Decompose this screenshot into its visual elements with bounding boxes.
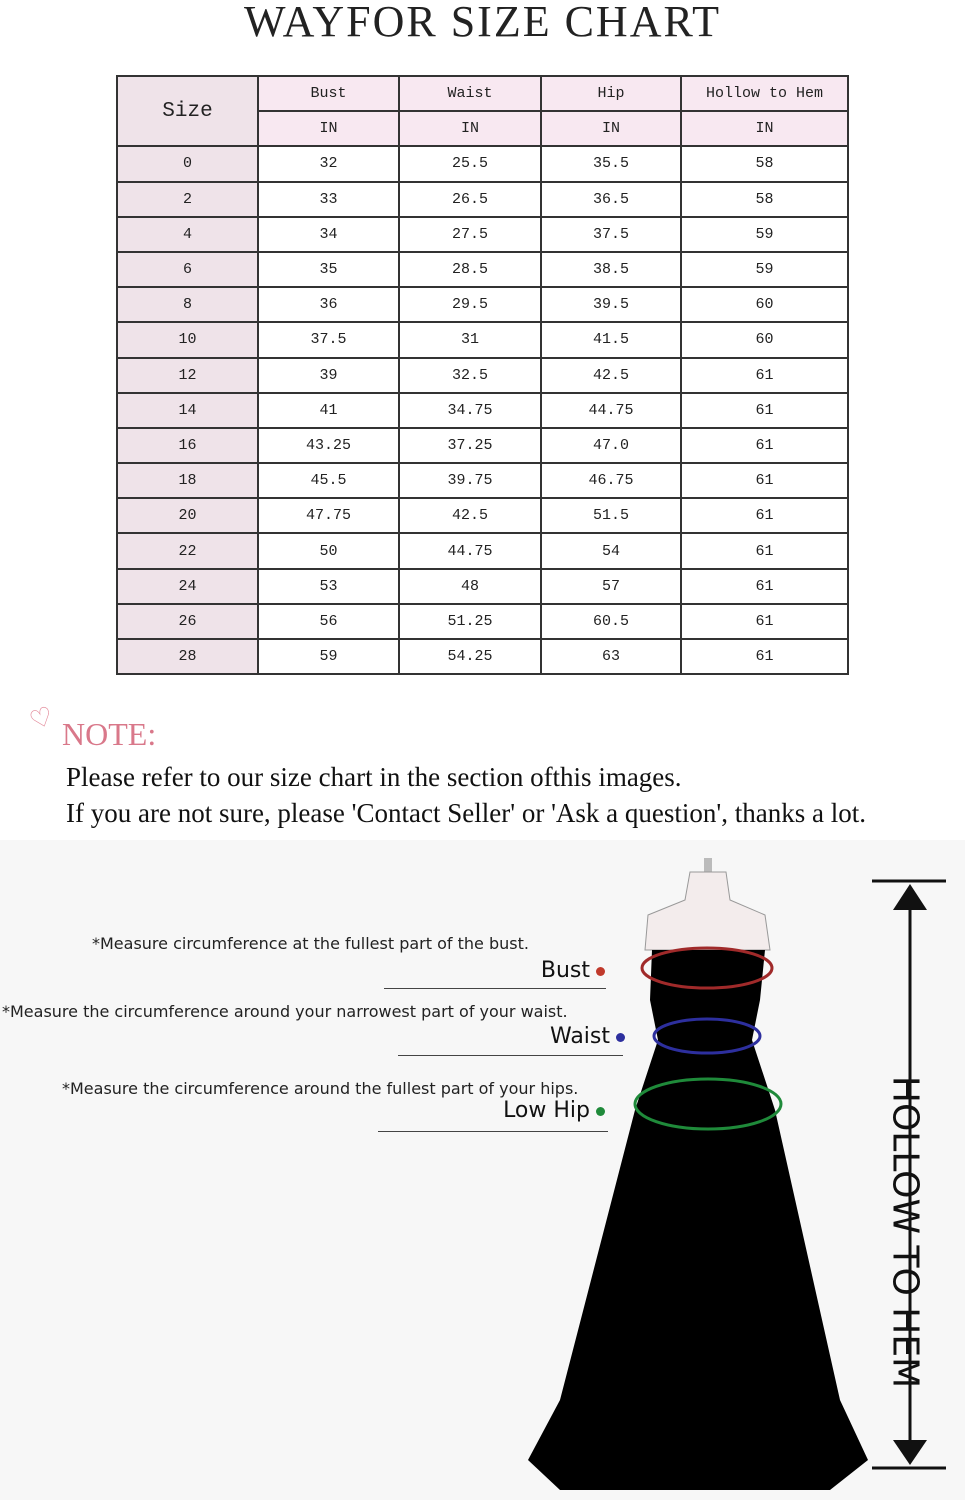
table-cell: 60.5 bbox=[541, 604, 681, 639]
table-cell: 54 bbox=[541, 533, 681, 568]
table-cell: 61 bbox=[681, 393, 848, 428]
table-cell: 39.5 bbox=[541, 287, 681, 322]
table-cell: 46.75 bbox=[541, 463, 681, 498]
unit-header: IN bbox=[399, 111, 541, 146]
table-cell: 58 bbox=[681, 182, 848, 217]
bust-label-text: Bust bbox=[540, 958, 590, 983]
table-cell: 63 bbox=[541, 639, 681, 674]
table-cell: 34.75 bbox=[399, 393, 541, 428]
table-cell: 41.5 bbox=[541, 322, 681, 357]
table-cell: 54.25 bbox=[399, 639, 541, 674]
hip-description: *Measure the circumference around the fullest part of your hips. bbox=[62, 1079, 579, 1098]
table-cell: 36.5 bbox=[541, 182, 681, 217]
table-cell: 43.25 bbox=[258, 428, 399, 463]
size-cell: 26 bbox=[117, 604, 258, 639]
waist-description: *Measure the circumference around your narrowest part of your waist. bbox=[2, 1002, 568, 1021]
table-cell: 45.5 bbox=[258, 463, 399, 498]
page-title: WAYFOR SIZE CHART bbox=[243, 0, 722, 46]
table-cell: 31 bbox=[399, 322, 541, 357]
table-cell: 61 bbox=[681, 639, 848, 674]
table-cell: 37.25 bbox=[399, 428, 541, 463]
hollow-to-hem-label: HOLLOW TO HEM bbox=[884, 1075, 926, 1389]
table-cell: 53 bbox=[258, 569, 399, 604]
table-cell: 61 bbox=[681, 569, 848, 604]
table-cell: 25.5 bbox=[399, 146, 541, 181]
table-cell: 51.5 bbox=[541, 498, 681, 533]
size-cell: 2 bbox=[117, 182, 258, 217]
size-cell: 6 bbox=[117, 252, 258, 287]
table-cell: 27.5 bbox=[399, 217, 541, 252]
table-cell: 39.75 bbox=[399, 463, 541, 498]
mannequin-icon bbox=[645, 858, 770, 950]
size-cell: 12 bbox=[117, 358, 258, 393]
table-cell: 47.75 bbox=[258, 498, 399, 533]
unit-header: IN bbox=[258, 111, 399, 146]
size-cell: 22 bbox=[117, 533, 258, 568]
unit-header: IN bbox=[681, 111, 848, 146]
table-cell: 32 bbox=[258, 146, 399, 181]
table-cell: 37.5 bbox=[541, 217, 681, 252]
table-cell: 60 bbox=[681, 287, 848, 322]
size-cell: 28 bbox=[117, 639, 258, 674]
table-cell: 47.0 bbox=[541, 428, 681, 463]
table-cell: 37.5 bbox=[258, 322, 399, 357]
table-cell: 44.75 bbox=[541, 393, 681, 428]
column-header: Hollow to Hem bbox=[681, 76, 848, 111]
size-cell: 8 bbox=[117, 287, 258, 322]
table-cell: 61 bbox=[681, 428, 848, 463]
size-cell: 16 bbox=[117, 428, 258, 463]
table-cell: 61 bbox=[681, 358, 848, 393]
table-cell: 29.5 bbox=[399, 287, 541, 322]
table-cell: 28.5 bbox=[399, 252, 541, 287]
table-cell: 35 bbox=[258, 252, 399, 287]
table-cell: 48 bbox=[399, 569, 541, 604]
size-cell: 0 bbox=[117, 146, 258, 181]
bust-description: *Measure circumference at the fullest part of the bust. bbox=[92, 934, 529, 953]
table-cell: 36 bbox=[258, 287, 399, 322]
table-cell: 59 bbox=[681, 217, 848, 252]
size-cell: 4 bbox=[117, 217, 258, 252]
table-cell: 44.75 bbox=[399, 533, 541, 568]
table-cell: 33 bbox=[258, 182, 399, 217]
table-cell: 42.5 bbox=[399, 498, 541, 533]
table-cell: 57 bbox=[541, 569, 681, 604]
table-cell: 59 bbox=[681, 252, 848, 287]
table-cell: 42.5 bbox=[541, 358, 681, 393]
heart-icon: ♡ bbox=[25, 700, 58, 737]
table-cell: 26.5 bbox=[399, 182, 541, 217]
size-cell: 24 bbox=[117, 569, 258, 604]
table-cell: 41 bbox=[258, 393, 399, 428]
note-line-2: If you are not sure, please 'Contact Seller' or 'Ask a question', thanks a lot. bbox=[66, 798, 867, 828]
table-cell: 60 bbox=[681, 322, 848, 357]
table-cell: 59 bbox=[258, 639, 399, 674]
table-cell: 61 bbox=[681, 463, 848, 498]
table-cell: 58 bbox=[681, 146, 848, 181]
column-header: Waist bbox=[399, 76, 541, 111]
size-cell: 18 bbox=[117, 463, 258, 498]
table-cell: 61 bbox=[681, 604, 848, 639]
table-cell: 61 bbox=[681, 533, 848, 568]
column-header: Hip bbox=[541, 76, 681, 111]
table-cell: 39 bbox=[258, 358, 399, 393]
table-cell: 38.5 bbox=[541, 252, 681, 287]
column-header: Bust bbox=[258, 76, 399, 111]
table-cell: 61 bbox=[681, 498, 848, 533]
unit-header: IN bbox=[541, 111, 681, 146]
hip-label-text: Low Hip bbox=[503, 1098, 590, 1123]
table-cell: 56 bbox=[258, 604, 399, 639]
size-cell: 14 bbox=[117, 393, 258, 428]
note-heading: NOTE: bbox=[62, 716, 157, 752]
size-header: Size bbox=[117, 76, 258, 146]
waist-label-text: Waist bbox=[549, 1024, 610, 1049]
note-line-1: Please refer to our size chart in the section ofthis images. bbox=[66, 762, 682, 792]
size-cell: 10 bbox=[117, 322, 258, 357]
table-cell: 51.25 bbox=[399, 604, 541, 639]
table-cell: 35.5 bbox=[541, 146, 681, 181]
dress-icon bbox=[528, 950, 868, 1490]
table-cell: 50 bbox=[258, 533, 399, 568]
size-cell: 20 bbox=[117, 498, 258, 533]
table-cell: 32.5 bbox=[399, 358, 541, 393]
table-cell: 34 bbox=[258, 217, 399, 252]
